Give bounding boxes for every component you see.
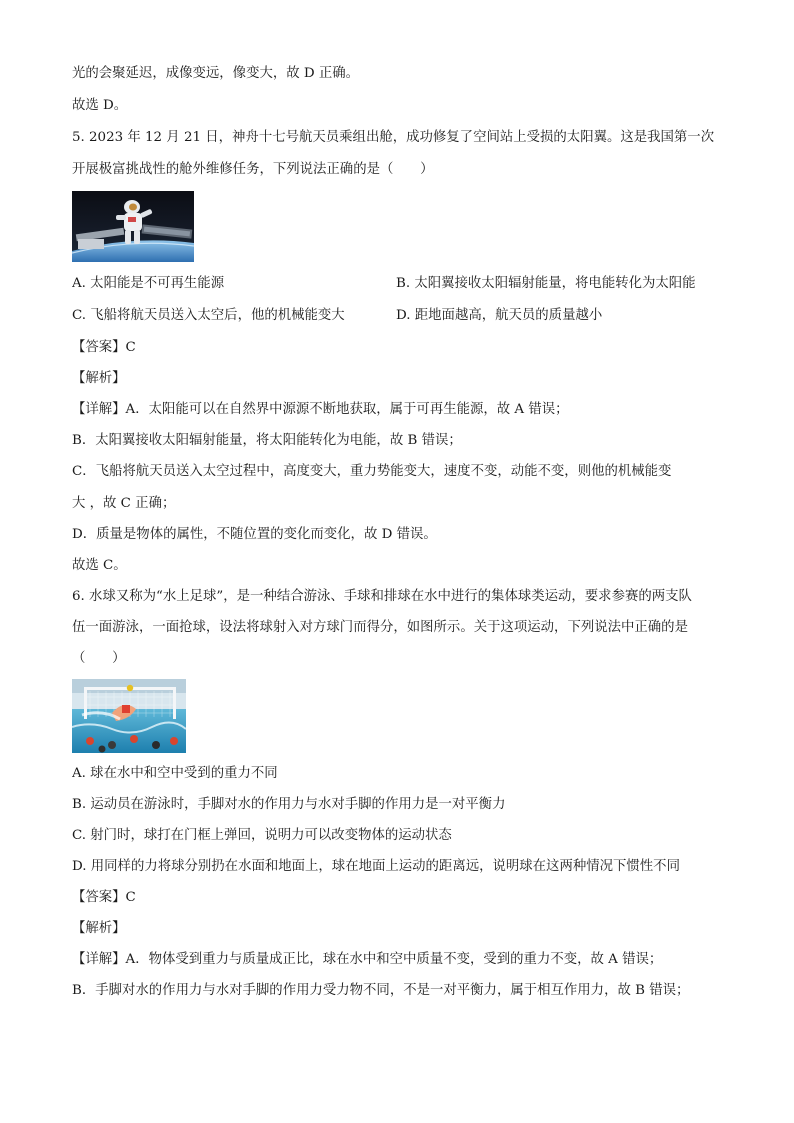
option-d: D. 距地面越高，航天员的质量越小	[396, 308, 603, 323]
question-6-stem: （ ）	[72, 651, 126, 666]
question-6-stem: 伍一面游泳，一面抢球，设法将球射入对方球门而得分，如图所示。关于这项运动，下列说法中正确的是	[72, 620, 688, 635]
water-polo-photo	[72, 679, 186, 753]
explanation-line: 【详解】A．物体受到重力与质量成正比，球在水中和空中质量不变，受到的重力不变，故 A 错误；	[72, 952, 663, 967]
text-line: 故选 D。	[72, 98, 128, 113]
explanation-line: B．手脚对水的作用力与水对手脚的作用力受力物不同，不是一对平衡力，属于相互作用力，故 B 错误；	[72, 983, 690, 998]
analysis-label: 【解析】	[72, 921, 126, 936]
explanation-line: 大 ，故 C 正确；	[72, 496, 176, 511]
option-a: A. 球在水中和空中受到的重力不同	[72, 766, 278, 781]
analysis-label: 【解析】	[72, 371, 126, 386]
option-b: B. 运动员在游泳时，手脚对水的作用力与水对手脚的作用力是一对平衡力	[72, 797, 506, 812]
option-c: C. 飞船将航天员送入太空后，他的机械能变大	[72, 308, 345, 323]
astronaut-photo	[72, 191, 194, 262]
option-b: B. 太阳翼接收太阳辐射能量，将电能转化为太阳能	[396, 276, 696, 291]
explanation-line: C．飞船将航天员送入太空过程中，高度变大，重力势能变大，速度不变，动能不变，则他的机械能变	[72, 464, 672, 479]
answer-label: 【答案】C	[72, 890, 136, 905]
question-5-stem: 5. 2023 年 12 月 21 日，神舟十七号航天员乘组出舱，成功修复了空间站上受损的太阳翼。这是我国第一次	[72, 130, 715, 145]
explanation-line: D．质量是物体的属性，不随位置的变化而变化，故 D 错误。	[72, 527, 437, 542]
question-6-stem: 6. 水球又称为“水上足球”，是一种结合游泳、手球和排球在水中进行的集体球类运动，要求参赛的两支队	[72, 589, 692, 604]
option-c: C. 射门时，球打在门框上弹回，说明力可以改变物体的运动状态	[72, 828, 452, 843]
answer-label: 【答案】C	[72, 340, 136, 355]
question-5-stem: 开展极富挑战性的舱外维修任务，下列说法正确的是（ ）	[72, 162, 434, 177]
option-a: A. 太阳能是不可再生能源	[72, 276, 225, 291]
selection-line: 故选 C。	[72, 558, 127, 573]
text-line: 光的会聚延迟，成像变远，像变大，故 D 正确。	[72, 66, 360, 81]
explanation-line: B．太阳翼接收太阳辐射能量，将太阳能转化为电能，故 B 错误；	[72, 433, 462, 448]
option-d: D. 用同样的力将球分别扔在水面和地面上，球在地面上运动的距离远，说明球在这两种情况下惯性不同	[72, 859, 680, 874]
explanation-line: 【详解】A．太阳能可以在自然界中源源不断地获取，属于可再生能源，故 A 错误；	[72, 402, 569, 417]
